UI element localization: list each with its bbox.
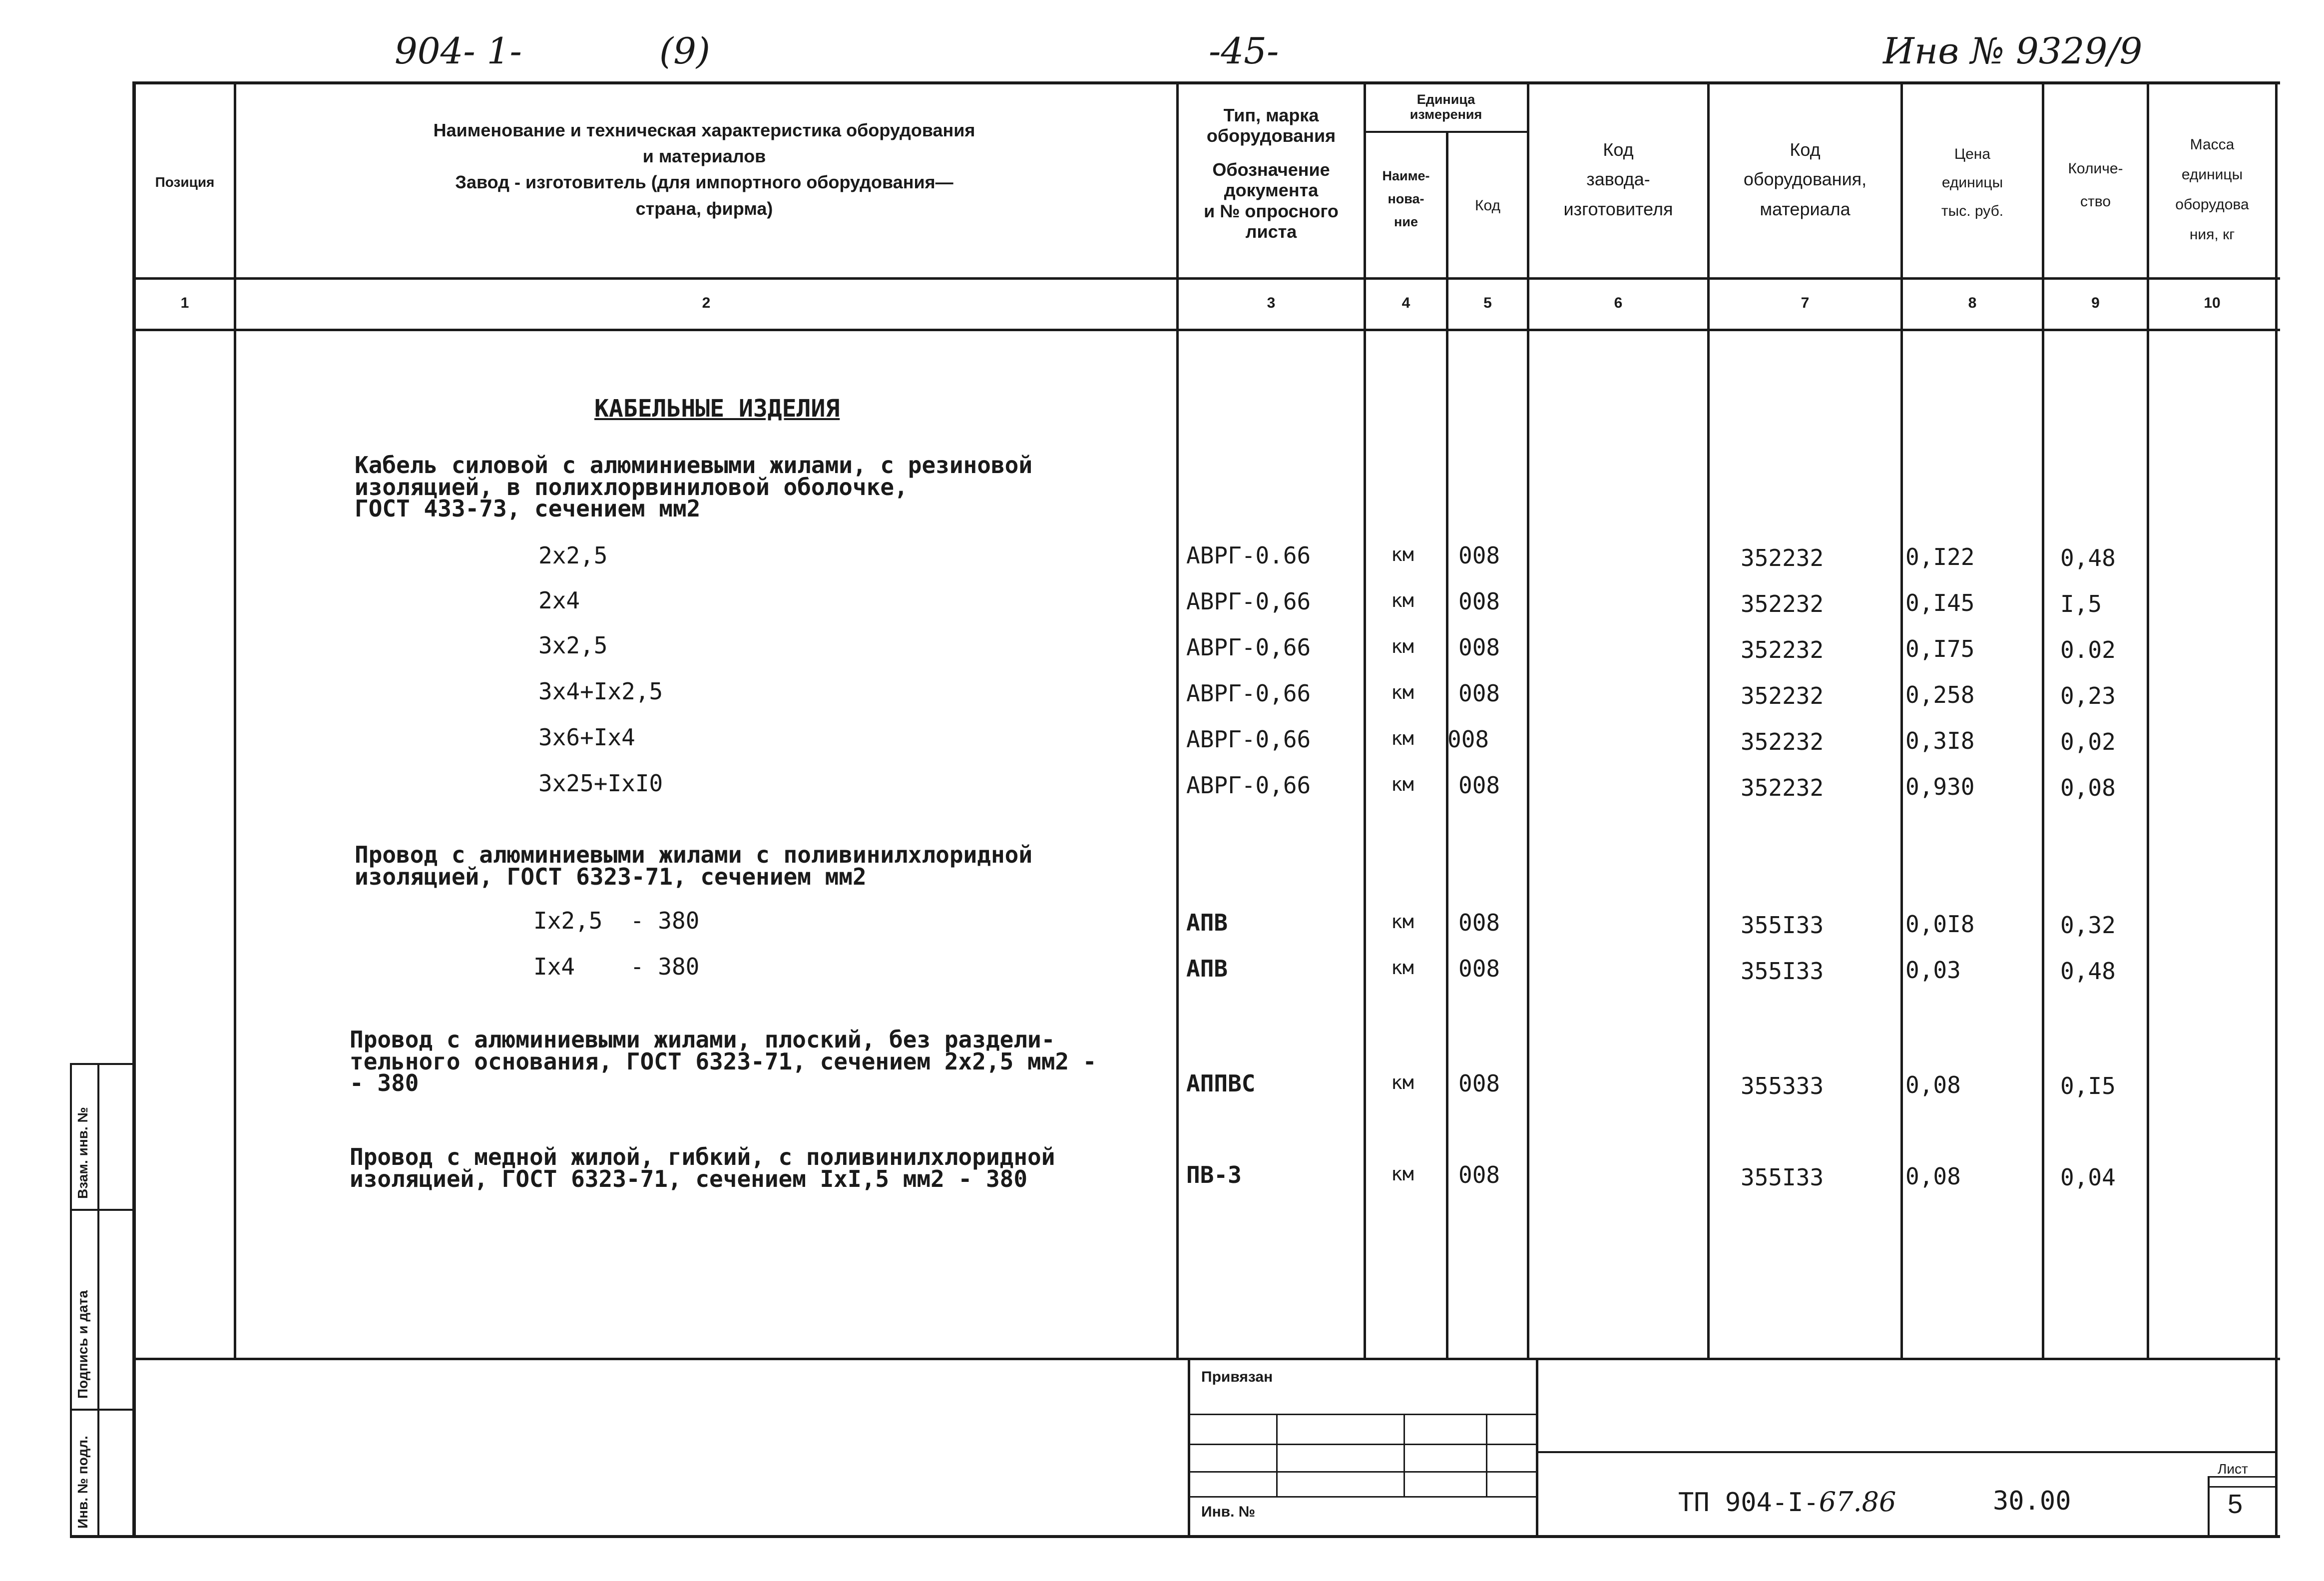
row-7-price: 0,0I8 — [1905, 911, 1975, 938]
stamp-left-line — [1188, 1358, 1190, 1536]
colnum-1: 1 — [180, 295, 189, 311]
sidebar-signature: Подпись и дата — [75, 1290, 90, 1399]
row-4-type: АВРГ-0,66 — [1186, 680, 1311, 707]
row-2-type: АВРГ-0,66 — [1186, 588, 1311, 615]
row-7-type: АПВ — [1186, 909, 1228, 936]
row-5-qty: 0,02 — [2060, 728, 2116, 755]
row-4-unit: км — [1391, 681, 1414, 703]
row-4-unit-code: 008 — [1458, 680, 1500, 707]
col-line-5 — [1527, 81, 1529, 1360]
row-6-price: 0,930 — [1905, 773, 1975, 800]
sidebar-inv-orig: Инв. № подл. — [75, 1436, 90, 1529]
stamp-grid-line-2 — [1188, 1444, 1536, 1445]
row-8-qty: 0,48 — [2060, 958, 2116, 985]
paragraph-wire-flat: Провод с алюминиевыми жилами, плоский, без раздели- тельного основания, ГОСТ 6323-71, сечением 2х2,5 мм2 - - 380 — [350, 1026, 1097, 1097]
stamp-doc-line — [1538, 1451, 2275, 1453]
row-10-type: ПВ-3 — [1186, 1161, 1242, 1188]
row-1-type: АВРГ-0.66 — [1186, 542, 1311, 569]
row-4-price: 0,258 — [1905, 681, 1975, 708]
col-line-6 — [1707, 81, 1710, 1360]
row-8-unit-code: 008 — [1458, 955, 1500, 982]
row-2-name: 2х4 — [538, 587, 580, 614]
row-9-unit: км — [1391, 1071, 1414, 1093]
row-8-name: Iх4 - 380 — [533, 953, 700, 980]
header-unit: Единица измерения — [1409, 92, 1482, 122]
stamp-grid-v2 — [1403, 1414, 1405, 1496]
colnum-2: 2 — [702, 295, 711, 311]
row-2-qty: I,5 — [2060, 590, 2102, 617]
row-5-unit: км — [1391, 727, 1414, 749]
row-3-unit: км — [1391, 635, 1414, 657]
stamp-grid-line-1 — [1188, 1414, 1536, 1415]
row-3-type: АВРГ-0,66 — [1186, 634, 1311, 661]
row-1-code: 352232 — [1741, 544, 1824, 571]
stamp-grid-line-3 — [1188, 1471, 1536, 1473]
row-10-code: 355I33 — [1741, 1164, 1824, 1191]
row-3-name: 3х2,5 — [538, 632, 608, 659]
row-9-price: 0,08 — [1905, 1071, 1961, 1098]
sidebar-line-2 — [70, 1409, 135, 1411]
row-1-price: 0,I22 — [1905, 543, 1975, 570]
row-3-price: 0,I75 — [1905, 635, 1975, 662]
stamp-grid-v1 — [1276, 1414, 1278, 1496]
row-2-code: 352232 — [1741, 590, 1824, 617]
sheet-label-line — [2208, 1486, 2275, 1488]
row-9-code: 355333 — [1741, 1072, 1824, 1099]
stamp-privyazan: Привязан — [1201, 1369, 1273, 1385]
row-5-type: АВРГ-0,66 — [1186, 726, 1311, 753]
row-1-qty: 0,48 — [2060, 544, 2116, 571]
row-5-price: 0,3I8 — [1905, 727, 1975, 754]
row-6-type: АВРГ-0,66 — [1186, 772, 1311, 799]
col-line-8 — [2042, 81, 2044, 1360]
header-type: Тип, марка оборудования Обозначение документа и № опросного листа — [1204, 105, 1339, 242]
col-line-2 — [1176, 81, 1179, 1360]
row-5-name: 3х6+Iх4 — [538, 724, 635, 751]
row-10-price: 0,08 — [1905, 1163, 1961, 1190]
stamp-top-line — [132, 1358, 2280, 1360]
part-note: (9) — [659, 30, 710, 72]
sheet-label: Лист — [2218, 1461, 2248, 1477]
sidebar-replaced-inv: Взам. инв. № — [75, 1107, 90, 1199]
row-8-unit: км — [1391, 957, 1414, 979]
series-note: 904- 1- — [395, 30, 522, 72]
row-7-unit-code: 008 — [1458, 909, 1500, 936]
frame-top — [132, 81, 2280, 84]
row-8-type: АПВ — [1186, 955, 1228, 982]
paragraph-wire-copper: Провод с медной жилой, гибкий, с поливинилхлоридной изоляцией, ГОСТ 6323-71, сечением IхI,5 мм2 - 380 — [350, 1143, 1055, 1192]
colnum-bottom-line — [132, 329, 2280, 331]
stamp-grid-v3 — [1486, 1414, 1487, 1496]
header-factory-code: Код завода- изготовителя — [1563, 139, 1673, 219]
doc-code: ТП 904-I-67.86 — [1678, 1486, 1896, 1518]
row-1-unit-code: 008 — [1458, 542, 1500, 569]
row-2-unit: км — [1391, 589, 1414, 611]
row-1-name: 2х2,5 — [538, 542, 608, 569]
colnum-5: 5 — [1483, 295, 1492, 311]
header-bottom-line — [132, 277, 2280, 280]
row-7-name: Iх2,5 - 380 — [533, 907, 700, 934]
colnum-7: 7 — [1801, 295, 1810, 311]
stamp-right-line — [1536, 1358, 1538, 1536]
colnum-10: 10 — [2204, 295, 2221, 311]
row-9-unit-code: 008 — [1458, 1070, 1500, 1097]
sidebar-inner-line — [97, 1063, 99, 1538]
row-10-unit-code: 008 — [1458, 1161, 1500, 1188]
row-3-code: 352232 — [1741, 636, 1824, 663]
doc-section: 30.00 — [1993, 1486, 2071, 1516]
row-10-unit: км — [1391, 1163, 1414, 1185]
colnum-6: 6 — [1614, 295, 1623, 311]
header-mass: Масса единицы оборудова ния, кг — [2175, 136, 2249, 243]
stamp-grid-line-4 — [1188, 1496, 1536, 1498]
sheet-number: 5 — [2228, 1489, 2243, 1519]
frame-left — [132, 81, 136, 1538]
row-4-code: 352232 — [1741, 682, 1824, 709]
col-line-1 — [234, 81, 236, 1360]
row-3-unit-code: 008 — [1458, 634, 1500, 661]
row-2-unit-code: 008 — [1458, 588, 1500, 615]
row-7-unit: км — [1391, 911, 1414, 933]
row-5-unit-code: 008 — [1447, 726, 1489, 753]
row-8-code: 355I33 — [1741, 958, 1824, 985]
frame-bottom — [70, 1535, 2280, 1538]
row-6-qty: 0,08 — [2060, 774, 2116, 801]
page-number: -45- — [1209, 30, 1279, 72]
row-2-price: 0,I45 — [1905, 589, 1975, 616]
colnum-8: 8 — [1968, 295, 1977, 311]
row-5-code: 352232 — [1741, 728, 1824, 755]
row-8-price: 0,03 — [1905, 957, 1961, 984]
row-6-unit: км — [1391, 773, 1414, 795]
row-10-qty: 0,04 — [2060, 1164, 2116, 1191]
col-line-7 — [1900, 81, 1903, 1360]
paragraph-cable: Кабель силовой с алюминиевыми жилами, с резиновой изоляцией, в полихлорвиниловой оболочке, ГОСТ 433-73, сечением мм2 — [355, 452, 1033, 523]
row-7-qty: 0,32 — [2060, 912, 2116, 939]
row-4-qty: 0,23 — [2060, 682, 2116, 709]
colnum-3: 3 — [1267, 295, 1276, 311]
row-9-type: АППВС — [1186, 1070, 1256, 1097]
row-4-name: 3х4+Iх2,5 — [538, 678, 663, 705]
stamp-inv-label: Инв. № — [1201, 1504, 1256, 1520]
header-name: Наименование и техническая характеристика оборудования и материалов Завод - изготовитель (для импортного оборудования— страна, фирма) — [433, 120, 975, 219]
sidebar-outer-line — [70, 1063, 72, 1538]
sheet-box-line — [2208, 1476, 2210, 1536]
header-equipment-code: Код оборудования, материала — [1743, 139, 1867, 219]
header-unit-name: Наиме- нова- ние — [1382, 168, 1430, 229]
header-position: Позиция — [155, 174, 215, 190]
frame-right — [2275, 81, 2278, 1538]
row-1-unit: км — [1391, 543, 1414, 565]
header-price: Цена единицы тыс. руб. — [1941, 146, 2004, 219]
header-quantity: Количе- ство — [2068, 160, 2123, 210]
col-line-3 — [1364, 81, 1366, 1360]
row-6-unit-code: 008 — [1458, 772, 1500, 799]
row-7-code: 355I33 — [1741, 912, 1824, 939]
sidebar-line-1 — [70, 1209, 135, 1211]
colnum-4: 4 — [1401, 295, 1410, 311]
colnum-9: 9 — [2091, 295, 2100, 311]
row-6-name: 3х25+IхI0 — [538, 770, 663, 797]
col-line-9 — [2147, 81, 2149, 1360]
section-title: КАБЕЛЬНЫЕ ИЗДЕЛИЯ — [594, 395, 840, 423]
sidebar-top-line — [70, 1063, 135, 1065]
row-6-code: 352232 — [1741, 774, 1824, 801]
header-unit-code: Код — [1474, 197, 1500, 214]
paragraph-wire-pvc: Провод с алюминиевыми жилами с поливинилхлоридной изоляцией, ГОСТ 6323-71, сечением мм2 — [355, 841, 1033, 890]
row-3-qty: 0.02 — [2060, 636, 2116, 663]
inventory-note: Инв № 9329/9 — [1883, 30, 2143, 72]
row-9-qty: 0,I5 — [2060, 1072, 2116, 1099]
